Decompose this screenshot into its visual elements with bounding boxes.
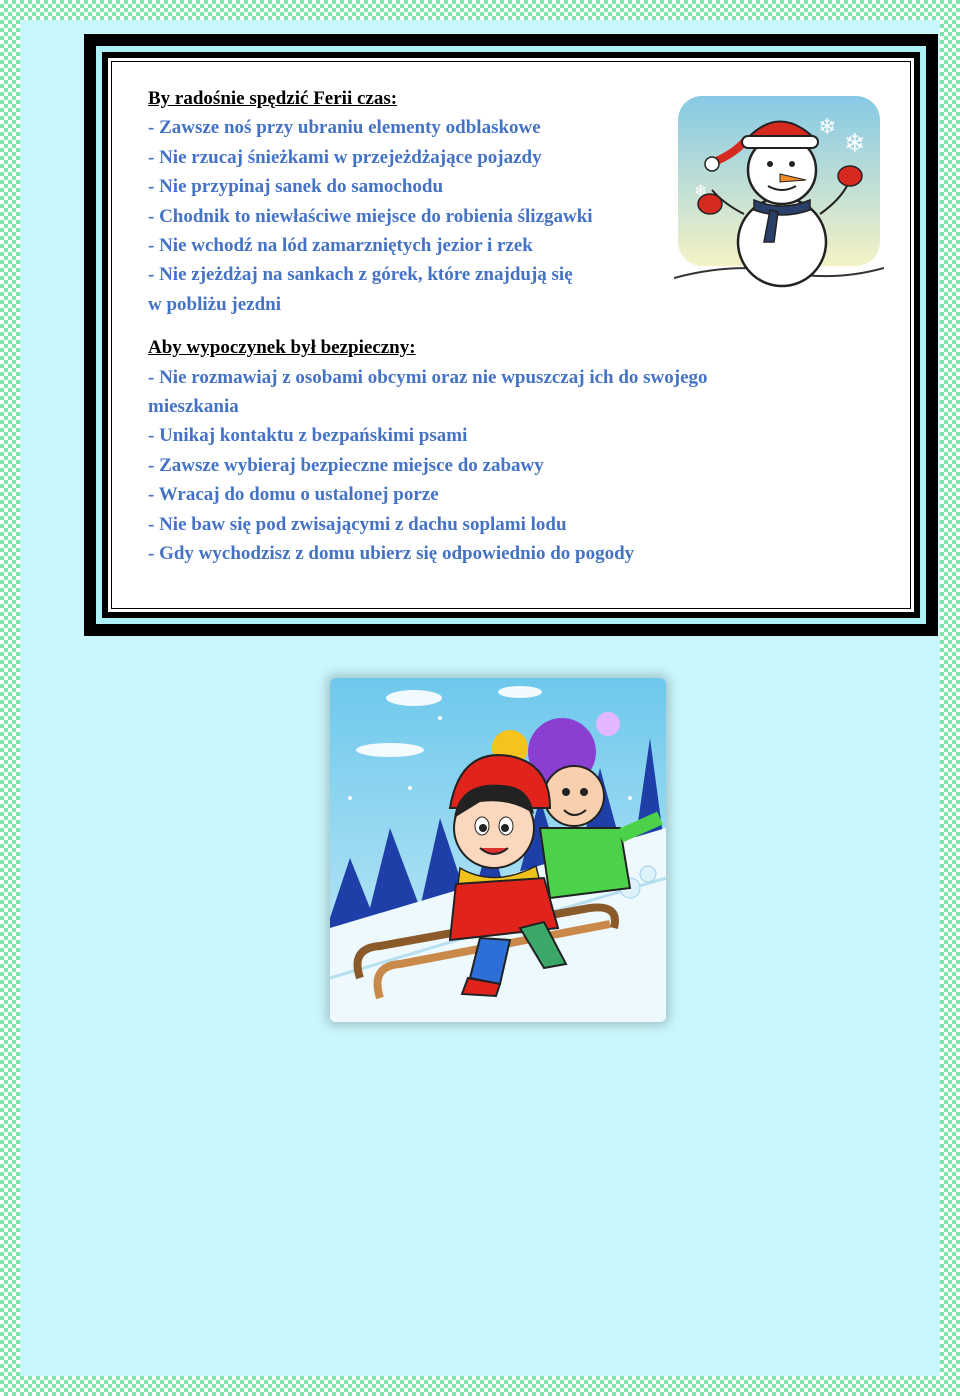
section1-heading: By radośnie spędzić Ferii czas: [148, 88, 398, 109]
list-item: - Chodnik to niewłaściwe miejsce do robienia ślizgawki [148, 205, 593, 227]
section2-heading: Aby wypoczynek był bezpieczny: [148, 337, 416, 359]
list-item: - Zawsze noś przy ubraniu elementy odblaskowe [148, 117, 541, 139]
snowman-illustration [674, 92, 884, 302]
notice-frame [84, 34, 938, 636]
section2-list [148, 363, 788, 569]
list-item: - Nie wchodź na lód zamarzniętych jezior i rzek [148, 235, 533, 257]
list-item: mieszkania [148, 396, 239, 418]
list-item: - Nie przypinaj sanek do samochodu [148, 176, 444, 198]
notice-card [111, 61, 911, 609]
svg-text:❄: ❄ [818, 115, 837, 140]
list-item: - Nie rozmawiaj z osobami obcymi oraz nie wpuszczaj ich do swojego [148, 366, 708, 388]
sledding-kids-drawing [330, 678, 666, 1022]
list-item: - Wracaj do domu o ustalonej porze [148, 484, 439, 506]
svg-text:❄: ❄ [844, 129, 866, 159]
list-item: - Nie zjeżdżaj na sankach z górek, które znajdują się [148, 264, 573, 286]
page [20, 20, 940, 1376]
sledding-kids-illustration [330, 678, 666, 1022]
list-item: - Unikaj kontaktu z bezpańskimi psami [148, 425, 468, 447]
svg-text:❄: ❄ [694, 181, 708, 200]
list-item: - Nie baw się pod zwisającymi z dachu soplami lodu [148, 513, 567, 535]
list-item: w pobliżu jezdni [148, 293, 282, 315]
list-item: - Gdy wychodzisz z domu ubierz się odpowiednio do pogody [148, 543, 635, 565]
list-item: - Zawsze wybieraj bezpieczne miejsce do zabawy [148, 454, 544, 476]
list-item: - Nie rzucaj śnieżkami w przejeżdżające pojazdy [148, 146, 542, 168]
